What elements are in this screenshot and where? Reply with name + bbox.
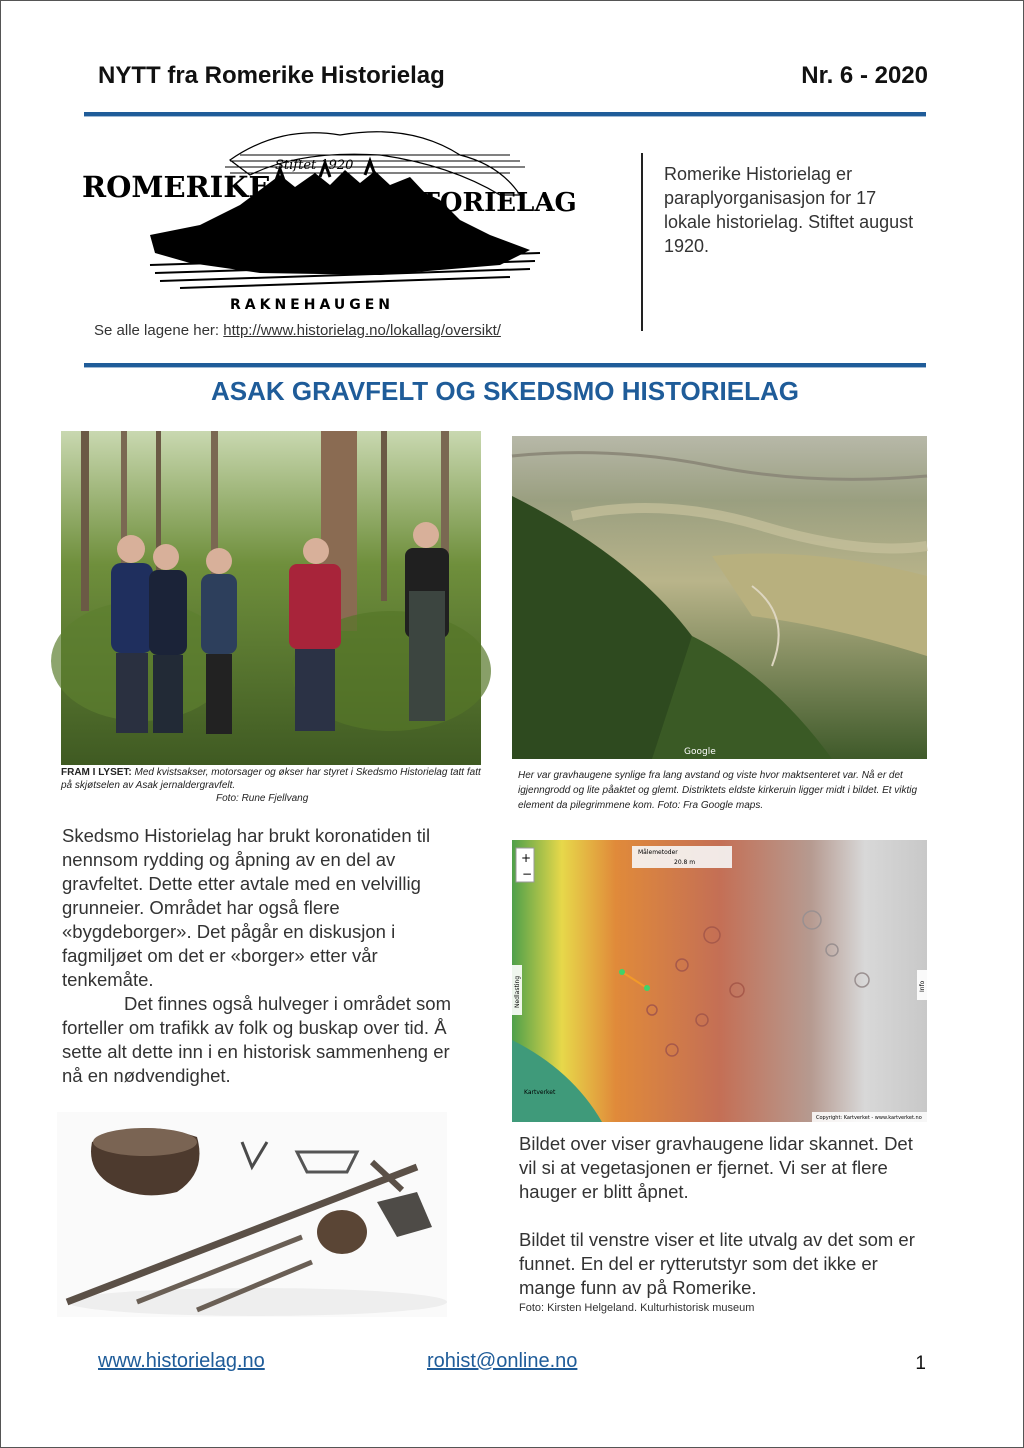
photo1-credit: Foto: Rune Fjellvang [216, 793, 309, 804]
body-right [519, 1132, 927, 1300]
aerial-photo [512, 436, 927, 759]
measure-mode: Målemetoder [638, 849, 678, 856]
newsletter-title: NYTT fra Romerike Historielag [98, 62, 445, 89]
side-tab-right: Info [919, 980, 926, 992]
see-all-line [94, 322, 501, 339]
issue-number: Nr. 6 - 2020 [801, 62, 928, 89]
intro-text: Romerike Historielag er paraplyorganisasjon for 17 lokale historielag. Stiftet august 1920. [664, 164, 914, 256]
caption-lead: FRAM I LYSET: [61, 767, 132, 778]
artifacts-photo [57, 1112, 447, 1317]
logo-bottom-word: RAKNEHAUGEN [230, 297, 395, 313]
photo1-caption [61, 766, 481, 805]
zoom-out-icon: − [522, 867, 533, 881]
side-tab-left: Nedlasting [514, 975, 521, 1008]
article-title: ASAK GRAVFELT OG SKEDSMO HISTORIELAG [211, 376, 799, 406]
caption-text: Med kvistsakser, motorsager og økser har styret i Skedsmo Historielag tatt fatt på skjøtselen av Asak jernaldergravfelt. [61, 767, 481, 791]
zoom-in-icon: + [521, 851, 532, 865]
person-figure [289, 538, 341, 731]
map-corner-label: Kartverket [524, 1089, 556, 1096]
title-rule [84, 363, 926, 368]
body-left-paragraph-1: Skedsmo Historielag har brukt koronatiden til nennsom rydding og åpning av en del av gravfeltet. Dette etter avtale med en velvillig grunneier. Området har også flere «bygdeborger». Det pågår en diskusjon i fagmiljøet om det er «borger» etter vår tenkemåte. [62, 825, 431, 990]
body-right-paragraph-1: Bildet over viser gravhaugene lidar skannet. Det vil si at vegetasjonen er fjernet. Vi ser at flere hauger er blitt åpnet. [519, 1133, 913, 1202]
body-left-paragraph-2: Det finnes også hulveger i området som forteller om trafikk av folk og buskap over tid. Å sette alt dette inn i en historisk sammenheng er nå en nødvendighet. [62, 993, 452, 1086]
person-figure [149, 544, 187, 733]
volunteers-photo [61, 431, 481, 765]
artifacts-credit: Foto: Kirsten Helgeland. Kulturhistorisk museum [519, 1302, 755, 1314]
header-rule [84, 112, 926, 117]
map-attribution: Copyright: Kartverket - www.kartverket.no [816, 1115, 922, 1121]
logo-right-word: HISTORIELAG [365, 188, 577, 218]
google-watermark: Google [684, 747, 716, 757]
see-all-label: Se alle lagene her: [94, 322, 224, 339]
intro-divider [641, 153, 643, 331]
person-figure [111, 535, 153, 733]
logo-founded: Stiftet 1920 [275, 158, 354, 173]
romerike-historielag-logo [80, 125, 577, 315]
email-link[interactable]: rohist@online.no [427, 1350, 578, 1372]
logo-left-word: ROMERIKE [82, 170, 271, 204]
measure-value: 20.8 m [674, 859, 696, 866]
lokallag-link[interactable]: http://www.historielag.no/lokallag/oversikt/ [223, 322, 501, 339]
body-left [62, 824, 462, 1088]
page-number: 1 [915, 1353, 926, 1374]
person-figure [201, 548, 237, 734]
photo2-caption: Her var gravhaugene synlige fra lang avstand og viste hvor maktsenteret var. Nå er det igjenngrodd og lite påaktet og glemt. Distriktets eldste kirkeruin ligger midt i bildet. Et viktig element da pilegrimmene kom. Foto: Fra Google maps. [518, 770, 918, 811]
body-right-paragraph-2: Bildet til venstre viser et lite utvalg av det som er funnet. En del er rytterutstyr som det ikke er mange funn av på Romerike. [519, 1229, 915, 1298]
person-figure [405, 522, 449, 721]
lidar-map[interactable] [512, 840, 927, 1122]
website-link[interactable]: www.historielag.no [98, 1350, 265, 1372]
